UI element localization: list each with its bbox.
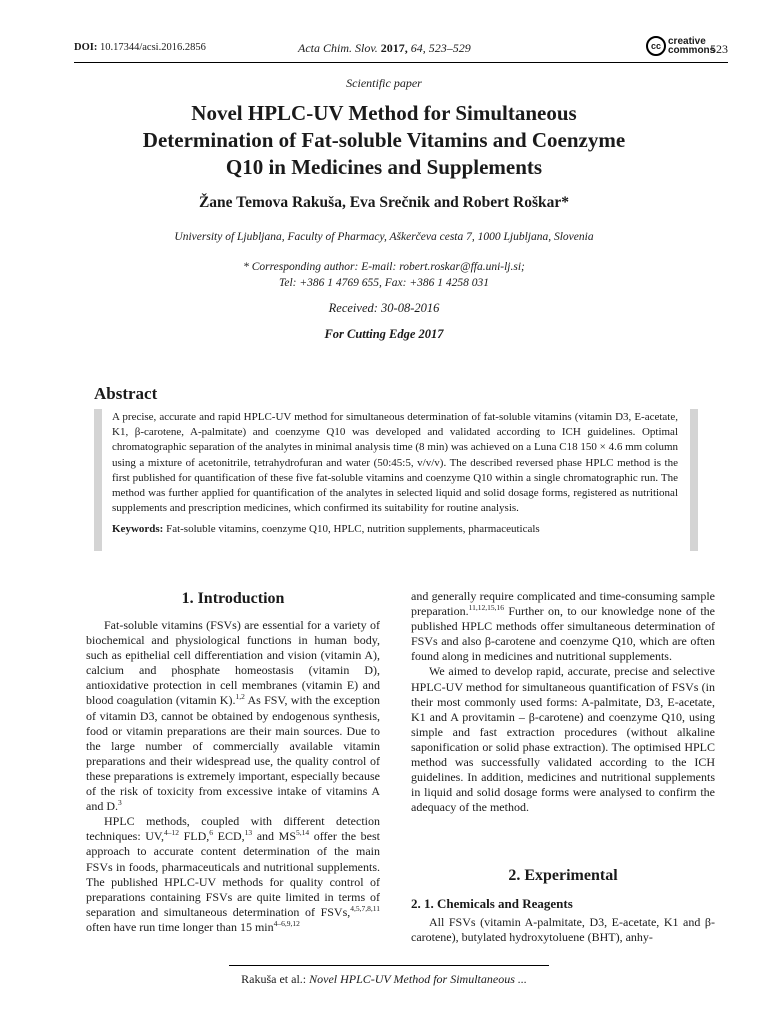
intro-paragraph-1: Fat-soluble vitamins (FSVs) are essential for a variety of biochemical and physiological functions in human body, such as epithelial cell differentiation and vision (vitamin A), calcium and phosphate homeostasis (vitamin D), antioxidative protection in cell membranes (vitamin E) and blood coagulation (vitamin K).$^{1,2}$ As FSV, with the exception of vitamin D3, cannot be obtained by endogenous synthesis, food or vitamin preparations are their main sources. Due to the large number of commercially available vitamin preparations and their widespread use, the quality control of these preparations is extremely important, especially because of the risk of toxicity from excessive intake of vitamins A and D.$^3$ [86, 618, 381, 814]
journal-citation: Acta Chim. Slov. 2017, 64, 523–529 [298, 41, 471, 55]
header-rule [74, 62, 728, 63]
intro-paragraph-2: HPLC methods, coupled with different detection techniques: UV,$^{4-12}$ FLD,$^6$ ECD,$^{13}$ and MS$^{5,14}$ offer the best approach to accurate content determination of the main FSVs in foods, pharmaceuticals and nutritional supplements. The published HPLC-UV methods for quality control of preparations containing FSVs are quite limited in terms of separation and simultaneous determination of FSVs,$^{4,5,7,8,11}$ often have run time longer than 15 $\min^{4-6,9,12}$ [86, 814, 380, 934]
chemicals-paragraph: All FSVs (vitamin A-palmitate, D3, E-acetate, K1 and β-carotene), butylated hydroxytoluene (BHT), anhy- [411, 915, 715, 945]
right-paragraph-2: We aimed to develop rapid, accurate, precise and selective HPLC-UV method for simultaneous quantification of FSVs (in their most commonly used forms: A-palmitate, D3, E-acetate, K1 and A provitamin – β-carotene) and coenzyme Q10, using simple and fast extraction procedures (without alkaline saponification or solid phase extraction). The optimised HPLC method was successfully validated according to the ICH guidelines. In addition, medicines and nutritional supplements in liquid and solid dosage forms were analysed to confirm the adequacy of the method. [411, 664, 715, 815]
abstract-heading: Abstract [94, 384, 158, 403]
received-date: Received: 30-08-2016 [328, 301, 440, 315]
paper-title: Novel HPLC-UV Method for Simultaneous Determination of Fat-soluble Vitamins and Coenzyme Q10 in Medicines and Supplements [142, 101, 626, 179]
page-number: 523 [710, 42, 728, 56]
right-column-body [411, 589, 715, 815]
abstract-box [94, 409, 698, 551]
chemicals-subheading: 2. 1. Chemicals and Reagents [411, 896, 573, 911]
doi: DOI: 10.17344/acsi.2016.2856 [74, 42, 206, 53]
authors: Žane Temova Rakuša, Eva Srečnik and Robert Roškar* [198, 194, 570, 211]
abstract-left-bar [94, 409, 102, 551]
creative-commons-logo: cc creative commons [646, 36, 715, 56]
running-footer: Rakuša et al.: Novel HPLC-UV Method for Simultaneous ... [241, 972, 527, 986]
running-header [74, 36, 728, 58]
abstract-right-bar [690, 409, 698, 551]
cc-icon: cc [646, 36, 666, 56]
introduction-heading: 1. Introduction [181, 590, 285, 607]
keywords: Keywords: Fat-soluble vitamins, coenzyme Q10, HPLC, nutrition supplements, pharmaceuticals [112, 523, 540, 536]
introduction-body [86, 618, 380, 935]
special-issue: For Cutting Edge 2017 [324, 327, 444, 341]
corresponding-author: * Corresponding author: E-mail: robert.roskar@ffa.uni-lj.si; Tel: +386 1 4769 655, Fax: +386 1 4258 031 [243, 261, 525, 289]
right-paragraph-1: and generally require complicated and time-consuming sample preparation.$^{11,12,15,16}$ Further on, to our knowledge none of the published HPLC methods offer simultaneous determination of FSVs and also β-carotene and coenzyme Q10, which are often found along in medicines and nutritional supplements. [411, 589, 715, 664]
footer-rule [229, 965, 549, 966]
paper-type: Scientific paper [346, 76, 422, 90]
chemicals-body [411, 915, 715, 945]
abstract-text: A precise, accurate and rapid HPLC-UV method for simultaneous determination of fat-soluble vitamins (vitamin D3, E-acetate, K1, β-carotene, A-palmitate) and coenzyme Q10 was developed and validated according to ICH guidelines. Optimal chromatographic separation of the analytes in minimal analysis time (8 min) was achieved on a Luna C18 150 × 4.6 mm column using a mixture of acetonitrile, tetrahydrofuran and water (50:45:5, v/v/v). The described reversed phase HPLC method is the first published for quantification of these five fat-soluble vitamins and coenzyme Q10 within a single chromatographic run. The method was further applied for quantification of the analytes in selected liquid and solid dosage forms, registered as nutritional supplements and prescription medicines, which confirmed its suitability for routine analysis. [112, 411, 678, 515]
experimental-heading: 2. Experimental [508, 867, 618, 884]
affiliation: University of Ljubljana, Faculty of Pharmacy, Aškerčeva cesta 7, 1000 Ljubljana, Slovenia [174, 231, 594, 243]
